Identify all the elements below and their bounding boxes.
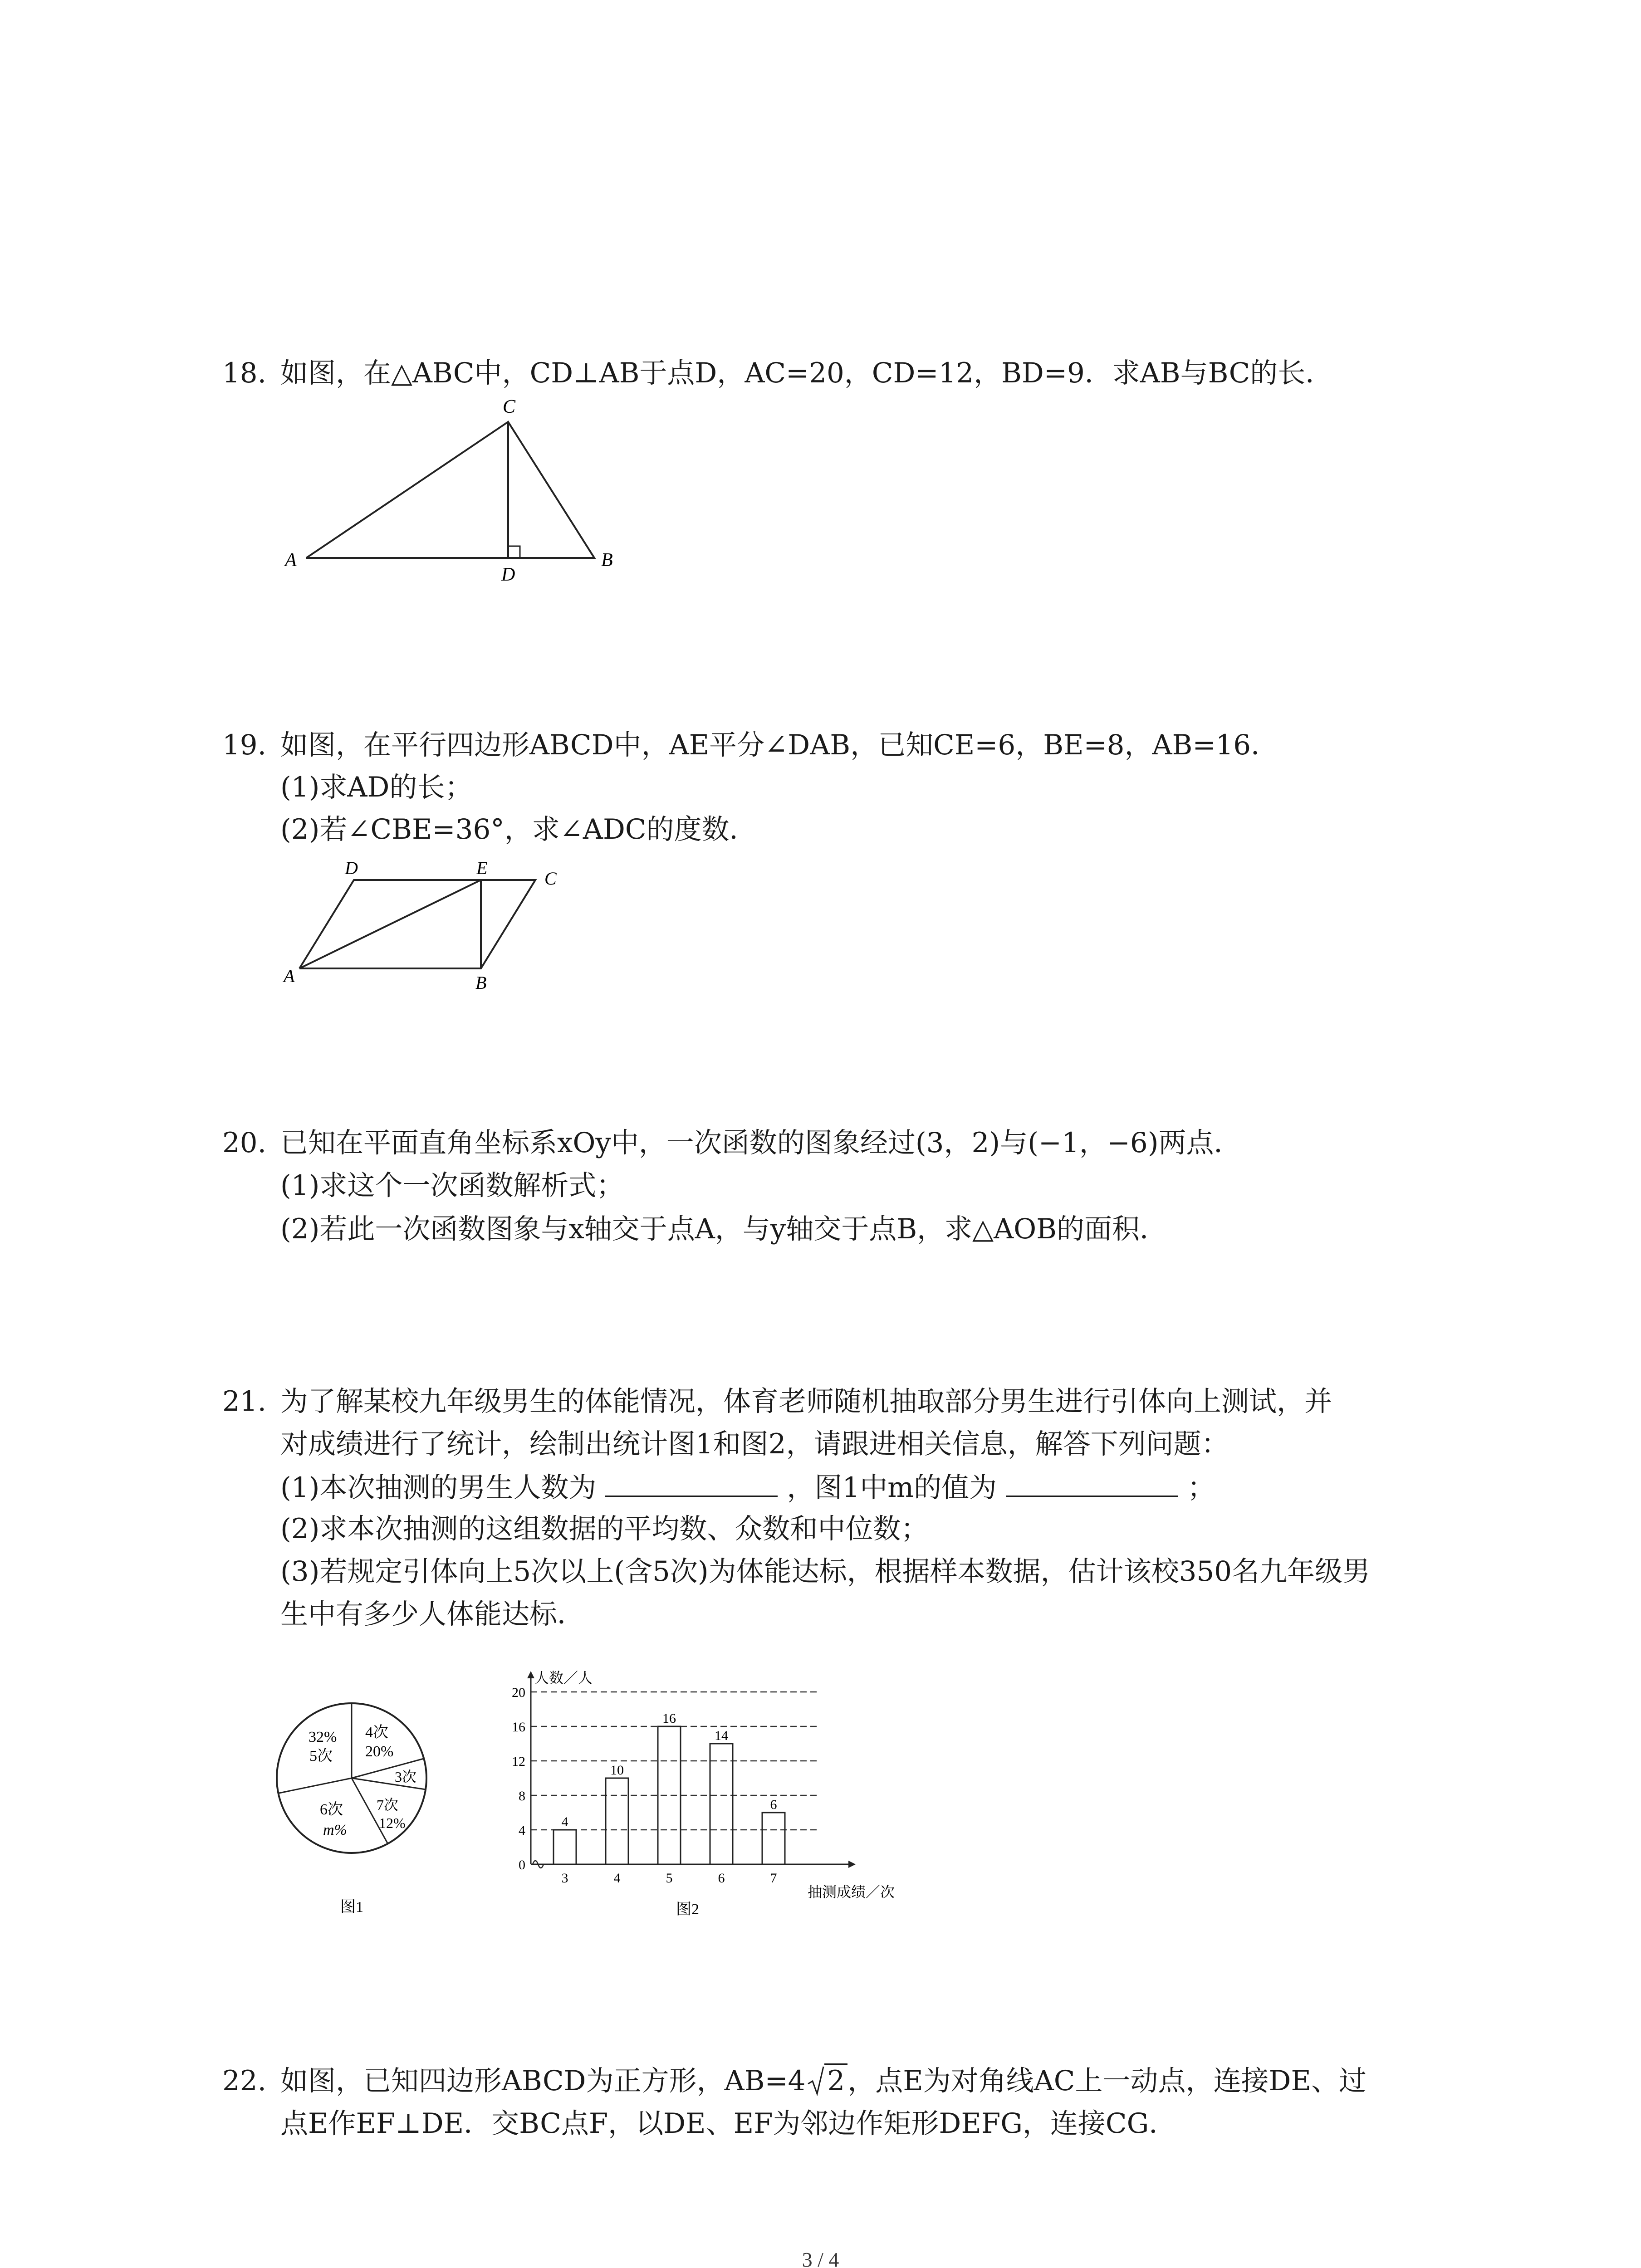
q20-number: 20. bbox=[222, 1127, 267, 1159]
pie-divider-5 bbox=[279, 1778, 352, 1793]
pie-label-5-pct: 32% bbox=[309, 1729, 337, 1745]
pie-label-3-name: 3次 bbox=[395, 1769, 417, 1785]
q19-label-d: D bbox=[345, 860, 358, 878]
q21-part1 bbox=[280, 1469, 1215, 1505]
q19-part1: (1)求AD的长； bbox=[280, 771, 473, 803]
pie-chart-figure1 bbox=[272, 1696, 445, 1941]
q19-label-a: A bbox=[284, 966, 295, 986]
pie-label-7-name: 7次 bbox=[377, 1797, 399, 1813]
q19-part2: (2)若∠CBE=36°，求∠ADC的度数． bbox=[280, 813, 757, 846]
q21-part1-text-c: ； bbox=[1187, 1471, 1215, 1504]
bar-7 bbox=[762, 1813, 785, 1864]
bar-value-label-4: 10 bbox=[610, 1763, 624, 1778]
ytick-label-16: 16 bbox=[512, 1720, 525, 1735]
q18-label-a: A bbox=[285, 550, 297, 571]
pie-label-4-name: 4次 bbox=[365, 1724, 388, 1741]
q22-number: 22. bbox=[222, 2065, 267, 2097]
bar-value-label-7: 6 bbox=[770, 1797, 777, 1812]
q18-label-c: C bbox=[503, 396, 516, 417]
pie-label-5-name: 5次 bbox=[309, 1748, 333, 1765]
pie-label-4-pct: 20% bbox=[365, 1743, 394, 1760]
q22-text-b: ，点E为对角线AC上一动点，连接DE、过 bbox=[847, 2065, 1367, 2097]
q20-part2: (2)若此一次函数图象与x轴交于点A，与y轴交于点B，求△AOB的面积． bbox=[280, 1213, 1167, 1245]
pie-label-6-pct: m% bbox=[323, 1822, 347, 1838]
ytick-label-0: 0 bbox=[519, 1857, 525, 1872]
bar-value-label-5: 16 bbox=[662, 1711, 676, 1726]
q20-part1: (1)求这个一次函数解析式； bbox=[280, 1169, 624, 1202]
pie-label-7-pct: 12% bbox=[379, 1815, 406, 1831]
q21-part1-text-a: (1)本次抽测的男生人数为 bbox=[280, 1471, 597, 1504]
q22-text-a: 如图，已知四边形ABCD为正方形，AB=4 bbox=[280, 2065, 806, 2097]
sqrt-radicand: 2 bbox=[824, 2063, 847, 2097]
q18-text: 如图，在△ABC中，CD⊥AB于点D，AC=20，CD=12，BD=9．求AB与BC的长． bbox=[280, 357, 1333, 389]
q21-number: 21. bbox=[222, 1385, 267, 1418]
q18-triangle-figure bbox=[272, 395, 635, 585]
q18-number: 18. bbox=[222, 357, 267, 389]
q19-parallelogram-figure bbox=[272, 860, 590, 996]
q21-part1-text-b: ，图1中m的值为 bbox=[787, 1471, 997, 1504]
bar-chart-figure2 bbox=[495, 1669, 921, 1932]
answer-blank-m[interactable] bbox=[1006, 1469, 1178, 1497]
bar-chart-xlabel: 抽测成绩／次 bbox=[808, 1884, 895, 1900]
q18-label-d: D bbox=[501, 564, 515, 585]
ytick-label-8: 8 bbox=[519, 1789, 525, 1804]
bar-value-label-6: 14 bbox=[715, 1728, 728, 1743]
sqrt-symbol bbox=[807, 2064, 847, 2098]
xtick-label-6: 6 bbox=[718, 1871, 725, 1886]
bar-3 bbox=[554, 1830, 576, 1864]
xtick-label-3: 3 bbox=[561, 1871, 568, 1886]
figure1-caption: 图1 bbox=[340, 1899, 363, 1916]
answer-blank-count[interactable] bbox=[605, 1469, 778, 1497]
pie-label-6-name: 6次 bbox=[320, 1801, 343, 1818]
q22-text-line2: 点E作EF⊥DE．交BC点F，以DE、EF为邻边作矩形DEFG，连接CG． bbox=[280, 2107, 1177, 2140]
q19-label-c: C bbox=[544, 868, 557, 889]
q19-number: 19. bbox=[222, 729, 267, 761]
q18-label-b: B bbox=[601, 550, 613, 571]
q20-text: 已知在平面直角坐标系xOy中，一次函数的图象经过(3，2)与(−1，−6)两点． bbox=[280, 1127, 1242, 1159]
bar-6 bbox=[710, 1744, 733, 1864]
xtick-label-4: 4 bbox=[613, 1871, 621, 1886]
q21-part2: (2)求本次抽测的这组数据的平均数、众数和中位数； bbox=[280, 1513, 929, 1545]
xtick-label-5: 5 bbox=[666, 1871, 673, 1886]
y-axis-arrow bbox=[527, 1671, 534, 1678]
xtick-label-7: 7 bbox=[770, 1871, 777, 1886]
q19-text: 如图，在平行四边形ABCD中，AE平分∠DAB，已知CE=6，BE=8，AB=16． bbox=[280, 729, 1279, 761]
page-number: 3 / 4 bbox=[802, 2248, 839, 2268]
q22-text-line1 bbox=[280, 2064, 1367, 2098]
ytick-label-20: 20 bbox=[512, 1685, 525, 1700]
q19-label-e: E bbox=[476, 860, 488, 878]
bar-value-label-3: 4 bbox=[561, 1814, 568, 1829]
bar-chart-ylabel: 人数／人 bbox=[534, 1670, 593, 1686]
sqrt-sign-icon bbox=[807, 2065, 825, 2097]
q21-text-line2: 对成绩进行了统计，绘制出统计图1和图2，请跟进相关信息，解答下列问题： bbox=[280, 1428, 1229, 1460]
x-axis-arrow bbox=[848, 1861, 856, 1868]
q21-text-line1: 为了解某校九年级男生的体能情况，体育老师随机抽取部分男生进行引体向上测试，并 bbox=[280, 1385, 1332, 1418]
bar-4 bbox=[606, 1778, 628, 1864]
q21-part3-line2: 生中有多少人体能达标． bbox=[280, 1598, 585, 1630]
ytick-label-12: 12 bbox=[512, 1754, 525, 1769]
q19-label-b: B bbox=[475, 973, 487, 993]
figure2-caption: 图2 bbox=[676, 1901, 699, 1918]
q21-part3-line1: (3)若规定引体向上5次以上(含5次)为体能达标，根据样本数据，估计该校350名九年级男 bbox=[280, 1555, 1371, 1588]
ytick-label-4: 4 bbox=[519, 1823, 525, 1838]
